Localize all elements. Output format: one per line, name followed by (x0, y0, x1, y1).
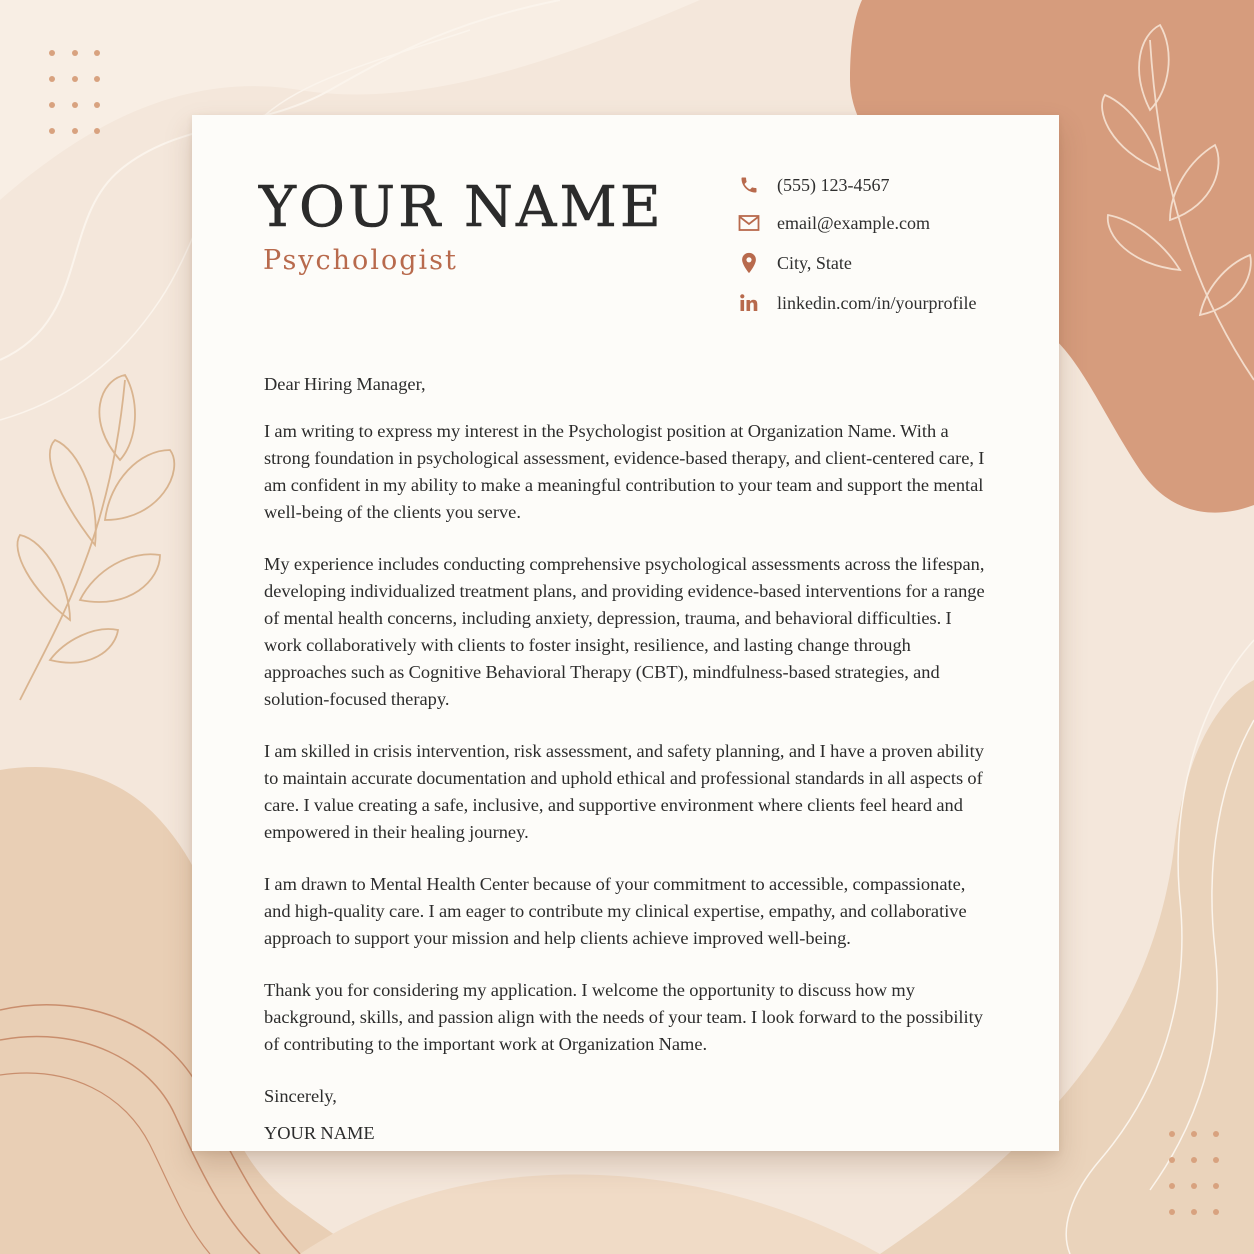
cover-letter-page (192, 115, 1059, 1151)
closing: Sincerely, (264, 1086, 337, 1106)
location-pin-icon (737, 251, 761, 275)
applicant-name: YOUR NAME (259, 175, 664, 240)
contact-phone (737, 171, 889, 199)
location-text: City, State (777, 252, 852, 273)
contact-linkedin (737, 289, 976, 317)
salutation: Dear Hiring Manager, (264, 374, 426, 394)
envelope-icon (737, 211, 761, 235)
paragraph-motivation: I am drawn to Mental Health Center because of your commitment to accessible, compassionate, and high-quality care. I am eager to contribute my clinical expertise, empathy, and collaborative approach to support your mission and help clients achieve improved well-being. (264, 874, 967, 948)
phone-number: (555) 123-4567 (777, 174, 890, 195)
signature-name: YOUR NAME (264, 1123, 375, 1143)
paragraph-intro: I am writing to express my interest in the Psychologist position at Organization Name. With a strong foundation in psychological assessment, evidence-based therapy, and client-centered care, I am confident in my ability to make a meaningful contribution to your team and support the mental well-being of the clients you serve. (264, 421, 985, 522)
linkedin-url: linkedin.com/in/yourprofile (777, 292, 977, 313)
paragraph-skills: I am skilled in crisis intervention, risk assessment, and safety planning, and I have a proven ability to maintain accurate documentation and uphold ethical and professional standards in all aspects of care. I value creating a safe, inclusive, and supportive environment where clients feel heard and empowered in their healing journey. (264, 741, 984, 842)
linkedin-icon (737, 291, 761, 315)
paragraph-thanks: Thank you for considering my application. I welcome the opportunity to discuss how my background, skills, and passion align with the needs of your team. I look forward to the possibility of contributing to the important work at Organization Name. (264, 980, 983, 1054)
letter-body (264, 371, 986, 1147)
contact-location (737, 249, 852, 277)
paragraph-experience: My experience includes conducting comprehensive psychological assessments across the lifespan, developing individualized treatment plans, and providing evidence-based interventions for a range of mental health concerns, including anxiety, depression, trauma, and behavioral difficulties. I work collaboratively with clients to foster insight, resilience, and lasting change through approaches such as Cognitive Behavioral Therapy (CBT), mindfulness-based strategies, and solution-focused therapy. (264, 554, 985, 709)
phone-icon (737, 173, 761, 197)
contact-email (737, 209, 930, 237)
job-title: Psychologist (263, 245, 458, 276)
email-address: email@example.com (777, 212, 931, 233)
